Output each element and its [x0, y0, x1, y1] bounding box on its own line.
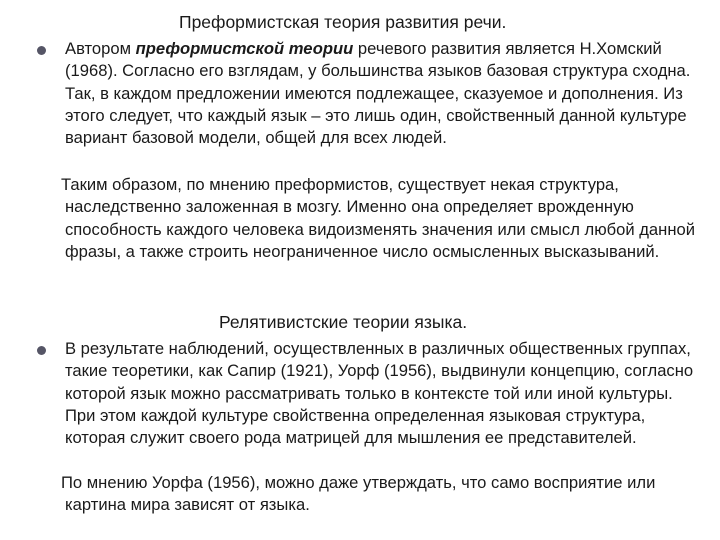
section1-text-after: речевого развития является Н.Хомский (1968). Согласно его взглядам, у большинства языков базовая структура сходна. Так, в каждом предложении имеются подлежащее, сказуемое и дополнения. Из этого следует, что каждый язык – это лишь один, свойственный данной культуре вариант базовой модели, общей для всех людей. — [65, 39, 691, 148]
bullet-icon — [37, 46, 46, 55]
section2-bullet-paragraph: В результате наблюдений, осуществленных в различных общественных группах, такие теоретики, как Сапир (1921), Уорф (1956), выдвинули концепцию, согласно которой язык можно рассматривать только в контексте той или иной культуры. При этом каждой культуре свойственна определенная языковая структура, которая служит своего рода матрицей для мышления ее представителей. — [65, 339, 694, 448]
section1-followup-paragraph: Таким образом, по мнению преформистов, существует некая структура, наследственно заложенная в мозгу. Именно она определяет врожденную способность каждого человека видоизменять значения или смысл любой данной фразы, а также строить неограниченное число осмысленных высказываний. — [61, 175, 695, 261]
section2-followup-paragraph: По мнению Уорфа (1956), можно даже утверждать, что само восприятие или картина мира зависят от языка. — [61, 473, 656, 515]
section1-emphasis: преформистской теории — [135, 39, 354, 58]
section1-bullet-paragraph — [65, 38, 705, 149]
section2-heading: Релятивистские теории языка. — [219, 312, 468, 332]
bullet-icon — [37, 346, 46, 355]
section1-text-before: Автором — [65, 39, 136, 58]
section1-heading: Преформистская теория развития речи. — [179, 12, 507, 32]
